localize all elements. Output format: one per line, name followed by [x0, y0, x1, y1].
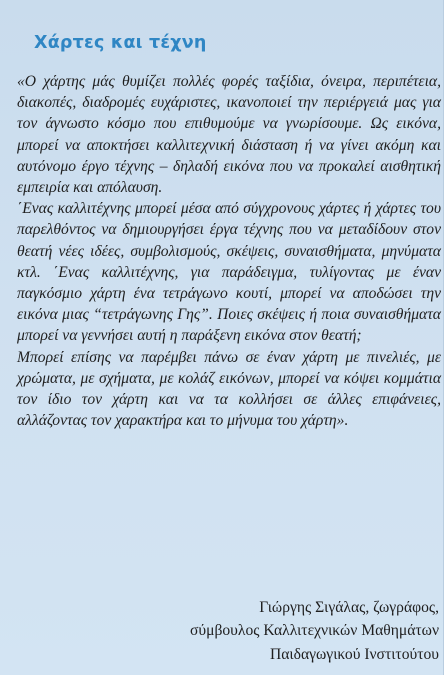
quote-paragraph-2: ΄Ενας καλλιτέχνης μπορεί μέσα από σύγχρονους χάρτες ή χάρτες του παρελθόντος να δημιουργήσει έργα τέχνης που να μεταδίδουν στον θεατή νέες ιδέες, συμβολισμούς, σκέψεις, συναισθήματα, μηνύματα κτλ. ΄Ενας καλλιτέχνης, για παράδειγμα, τυλίγοντας με έναν παγκόσμιο χάρτη ένα τετράγωνο κουτί, μπορεί να αποδώσει την εικόνα μιας “τετράγωνης Γης”. Ποιες σκέψεις ή ποια συναισθήματα μπορεί να γεννήσει αυτή η παράξενη εικόνα στον θεατή; — [17, 200, 441, 345]
author-name: Γιώργης Σιγάλας, ζωγράφος, — [259, 599, 439, 616]
author-role: σύμβουλος Καλλιτεχνικών Μαθημάτων — [189, 622, 439, 640]
quote-paragraph-3: Μπορεί επίσης να παρέμβει πάνω σε έναν χάρτη με πινελιές, με χρώματα, με σχήματα, με κολάζ εικόνων, μπορεί να κόψει κομμάτια τον ίδιο τον χάρτη και να τα κολλήσει σε άλλες επιφάνειες, αλλάζοντας τον χαρακτήρα και το μήνυμα του χάρτη». — [17, 348, 441, 430]
quote-paragraph-1: «Ο χάρτης μάς θυμίζει πολλές φορές ταξίδια, όνειρα, περιπέτεια, διακοπές, διαδρομές ευχάριστες, ικανοποιεί την περιέργειά μας για τον άγνωστο κόσμο που επιθυμούμε να γνωρίσουμε. Ως εικόνα, μπορεί να αποκτήσει καλλιτεχνική διάσταση ή να γίνει ακόμη και αυτόνομο έργο τέχνης – δηλαδή εικόνα που να προκαλεί αισθητική εμπειρία και απόλαυση. — [17, 73, 441, 197]
page-title: Χάρτες και τέχνη — [34, 33, 207, 53]
quote-body — [17, 71, 441, 431]
author-institute: Παιδαγωγικού Ινστιτούτου — [270, 645, 439, 663]
author-signature — [190, 596, 439, 666]
